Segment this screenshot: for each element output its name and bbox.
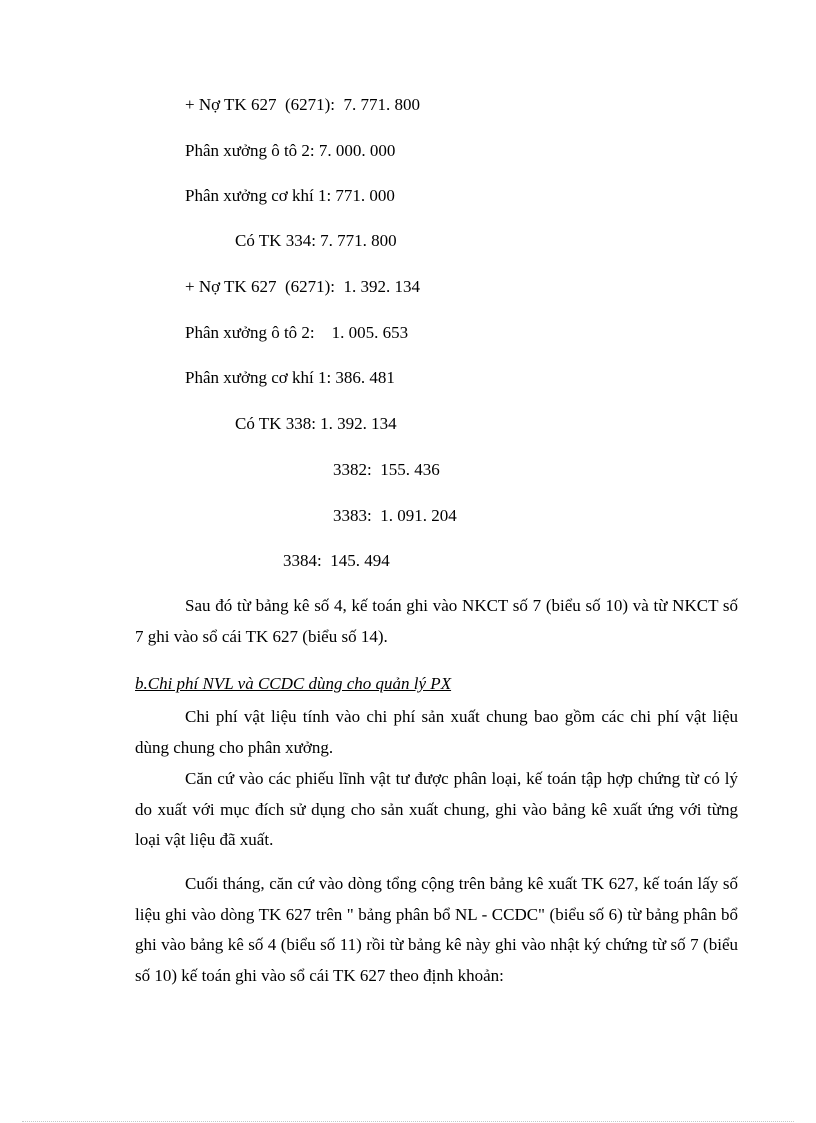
journal-entry-line: 3382: 155. 436 [333, 460, 440, 479]
paragraph [135, 702, 738, 763]
paragraph [135, 764, 738, 856]
journal-entry-line: Có TK 334: 7. 771. 800 [235, 231, 397, 250]
journal-entry-line: Có TK 338: 1. 392. 134 [235, 414, 397, 433]
journal-entry-line: 3384: 145. 494 [283, 551, 390, 570]
paragraph-text: Căn cứ vào các phiếu lĩnh vật tư được phân loại, kế toán tập hợp chứng từ có lý do xuất với mục đích sử dụng cho sản xuất chung, ghi vào bảng kê xuất ứng với từng loại vật liệu đã xuất. [135, 769, 738, 849]
paragraph-text: Chi phí vật liệu tính vào chi phí sản xuất chung bao gồm các chi phí vật liệu dùng chung cho phân xưởng. [135, 707, 738, 757]
paragraph [135, 591, 738, 652]
journal-entry-line: + Nợ TK 627 (6271): 7. 771. 800 [185, 95, 421, 114]
journal-entry-line: Phân xưởng ô tô 2: 7. 000. 000 [185, 141, 396, 160]
journal-entry-line: Phân xưởng cơ khí 1: 386. 481 [185, 368, 395, 387]
journal-entry-line: 3383: 1. 091. 204 [333, 506, 457, 525]
section-heading: b.Chi phí NVL và CCDC dùng cho quản lý PX [135, 674, 452, 693]
paragraph-text: Cuối tháng, căn cứ vào dòng tổng cộng trên bảng kê xuất TK 627, kế toán lấy số liệu ghi vào dòng TK 627 trên " bảng phân bổ NL - CCDC" (biểu số 6) từ bảng phân bổ ghi vào bảng kê số 4 (biểu số 11) rồi từ bảng kê này ghi vào nhật ký chứng từ số 7 (biểu số 10) kế toán ghi vào sổ cái TK 627 theo định khoản: [135, 874, 738, 985]
paragraph [135, 869, 738, 991]
journal-entry-line: Phân xưởng cơ khí 1: 771. 000 [185, 186, 395, 205]
journal-entry-line: + Nợ TK 627 (6271): 1. 392. 134 [185, 277, 421, 296]
paragraph-text: Sau đó từ bảng kê số 4, kế toán ghi vào NKCT số 7 (biểu số 10) và từ NKCT số 7 ghi vào sổ cái TK 627 (biểu số 14). [135, 596, 738, 646]
journal-entry-line: Phân xưởng ô tô 2: 1. 005. 653 [185, 323, 409, 342]
page-bottom-rule [22, 1121, 794, 1122]
